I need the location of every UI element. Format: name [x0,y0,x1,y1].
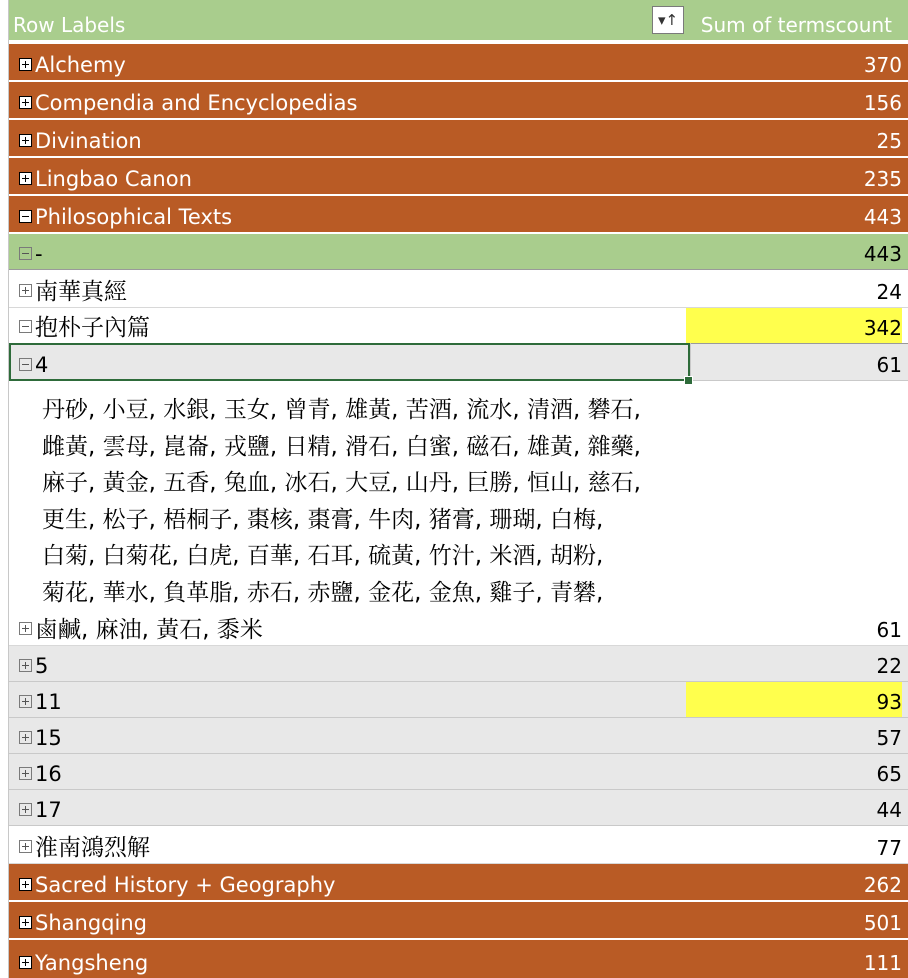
pivot-row-terms[interactable] [9,611,908,646]
pivot-row-dash[interactable] [9,234,908,270]
row-labels-header[interactable]: Row Labels [13,13,126,37]
pivot-row-nanhua[interactable] [9,271,908,308]
value-field-header[interactable]: Sum of termscount [700,13,892,37]
row-label: 11 [35,690,62,714]
row-label: 4 [35,353,49,377]
pivot-row-compendia[interactable] [9,82,908,120]
row-label-cell [19,836,150,860]
row-label: Alchemy [35,53,126,77]
row-value: 443 [863,242,902,266]
row-label-cell [19,873,335,897]
row-label-cell [19,654,48,678]
row-value: 111 [863,951,902,975]
row-label: Philosophical Texts [35,205,233,229]
row-label-cell [19,280,127,304]
row-value: 22 [876,654,902,678]
pivot-row-4[interactable] [9,344,908,381]
row-label: Lingbao Canon [35,167,192,191]
expand-icon[interactable] [19,840,32,853]
expand-icon[interactable] [19,58,32,71]
row-label: 5 [35,654,49,678]
row-label: Divination [35,129,142,153]
row-value: 61 [876,353,902,377]
terms-line: 麻子, 黃金, 五香, 兔血, 冰石, 大豆, 山丹, 巨勝, 恒山, 慈石, [42,470,641,496]
row-value: 44 [876,798,902,822]
pivot-row-baopuzi[interactable] [9,308,908,344]
pivot-row-philosophical-texts[interactable] [9,196,908,234]
row-value: 342 [686,308,902,343]
collapse-icon[interactable] [19,247,32,260]
row-label-cell [19,911,147,935]
row-label-cell [19,690,62,714]
row-label: Shangqing [35,911,147,935]
row-value: 235 [863,167,902,191]
terms-line: 雌黃, 雲母, 崑崙, 戎鹽, 日精, 滑石, 白蜜, 磁石, 雄黃, 雜藥, [42,433,641,460]
expand-icon[interactable] [19,956,32,969]
row-label: 抱朴子內篇 [35,315,150,341]
row-label: 16 [35,762,62,786]
row-label-cell [19,618,263,642]
expand-icon[interactable] [19,172,32,185]
row-value: 443 [863,205,902,229]
pivot-row-yangsheng[interactable] [9,940,908,978]
terms-wrapped-cell [42,392,702,611]
row-label: 南華真經 [35,279,127,305]
row-label-cell [19,91,357,115]
row-value: 156 [863,91,902,115]
expand-icon[interactable] [19,96,32,109]
fill-handle[interactable] [684,376,693,385]
terms-line: 更生, 松子, 梧桐子, 棗核, 棗膏, 牛肉, 猪膏, 珊瑚, 白梅, [42,506,604,533]
row-label: 15 [35,726,62,750]
pivot-row-17[interactable] [9,790,908,826]
pivot-header-row [9,0,908,40]
pivot-row-lingbao[interactable] [9,158,908,196]
row-label: Compendia and Encyclopedias [35,91,358,115]
row-label: 淮南鴻烈解 [35,835,150,861]
pivot-row-huainan[interactable] [9,826,908,864]
row-label-cell [19,762,62,786]
row-label: Sacred History + Geography [35,873,336,897]
pivot-row-shangqing[interactable] [9,902,908,940]
row-label-cell [19,129,142,153]
pivot-row-16[interactable] [9,754,908,790]
expand-icon[interactable] [19,659,32,672]
row-label: Yangsheng [35,951,149,975]
row-label-cell [19,353,48,377]
row-value: 93 [686,682,902,717]
pivot-row-15[interactable] [9,718,908,754]
expand-icon[interactable] [19,803,32,816]
expand-icon[interactable] [19,695,32,708]
expand-icon[interactable] [19,878,32,891]
row-label: 17 [35,798,62,822]
row-value: 370 [863,53,902,77]
row-value: 24 [876,280,902,304]
row-value: 501 [863,911,902,935]
pivot-row-11[interactable] [9,682,908,718]
row-label-cell [19,798,62,822]
collapse-icon[interactable] [19,358,32,371]
expand-icon[interactable] [19,134,32,147]
expand-icon[interactable] [19,284,32,297]
expand-icon[interactable] [19,916,32,929]
expand-icon[interactable] [19,731,32,744]
row-value: 61 [876,618,902,642]
row-label-cell [19,205,232,229]
row-value: 77 [876,836,902,860]
row-label: - [35,242,43,266]
pivot-row-5[interactable] [9,646,908,682]
expand-icon[interactable] [19,767,32,780]
collapse-icon[interactable] [19,210,32,223]
row-label-cell [19,167,192,191]
row-label-cell [19,951,148,975]
collapse-icon[interactable] [19,320,32,333]
expand-icon[interactable] [19,622,32,635]
terms-line: 丹砂, 小豆, 水銀, 玉女, 曾青, 雄黃, 苦酒, 流水, 清酒, 礬石, [42,397,641,423]
row-value: 262 [863,873,902,897]
row-value: 25 [876,129,902,153]
row-label-cell [19,726,62,750]
row-label: 鹵鹹, 麻油, 黃石, 黍米 [35,617,263,643]
sort-filter-icon[interactable]: ▾↑ [652,6,684,34]
row-label-cell [19,53,126,77]
row-label-cell [19,242,43,266]
pivot-row-sacred-history[interactable] [9,864,908,902]
terms-line: 白菊, 白菊花, 白虎, 百華, 石耳, 硫黃, 竹汁, 米酒, 胡粉, [42,543,604,569]
row-value: 65 [876,762,902,786]
row-value: 57 [876,726,902,750]
pivot-row-alchemy[interactable] [9,44,908,82]
terms-line: 菊花, 華水, 負革脂, 赤石, 赤鹽, 金花, 金魚, 雞子, 青礬, [42,579,604,606]
pivot-row-divination[interactable] [9,120,908,158]
row-label-cell [19,316,150,340]
